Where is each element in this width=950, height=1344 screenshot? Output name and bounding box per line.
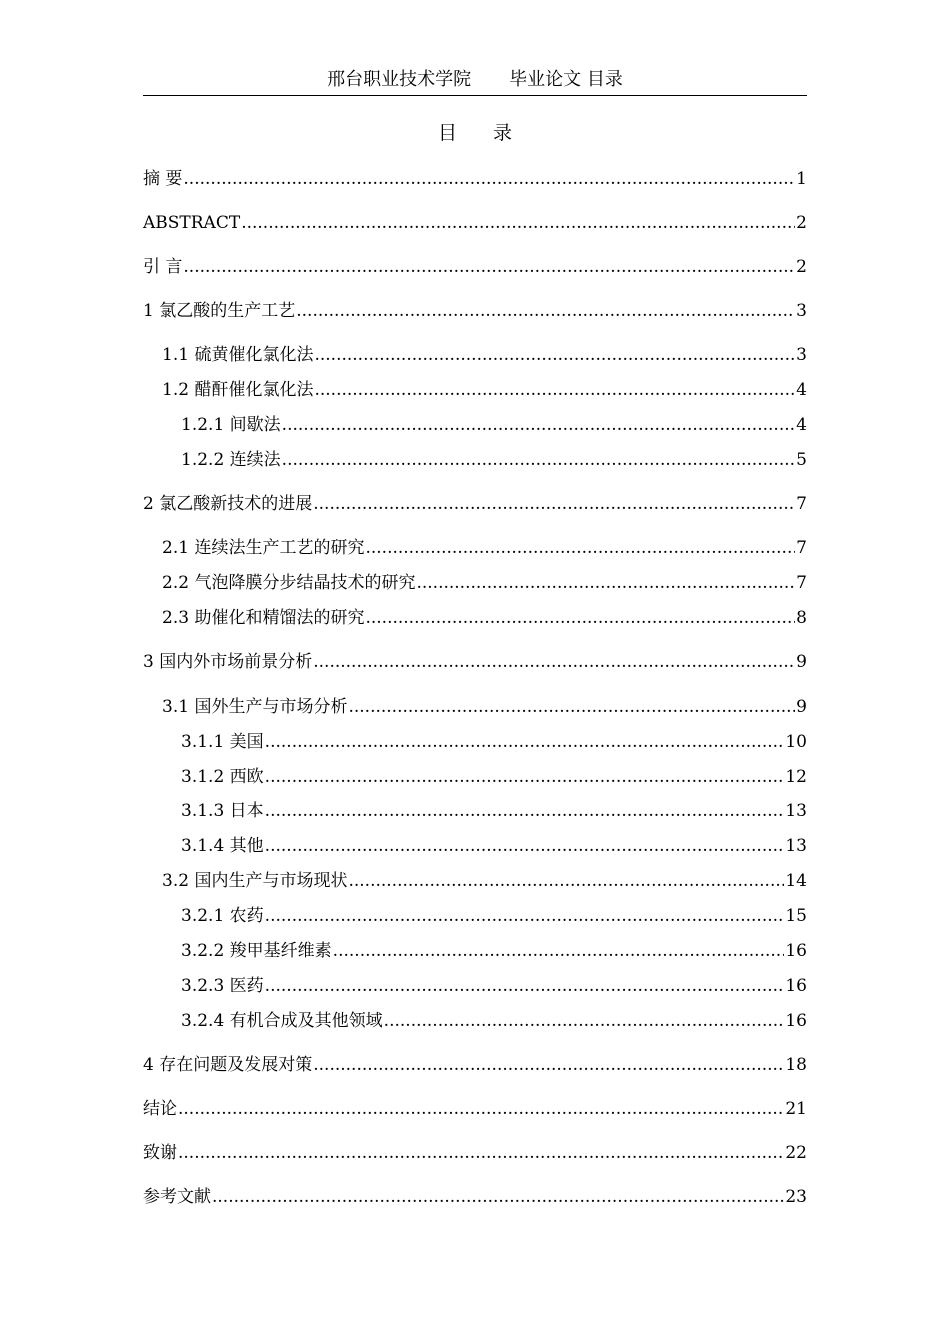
toc-entry-label: 致谢	[143, 1143, 177, 1163]
toc-leader-dots	[183, 166, 795, 192]
toc-leader-dots	[416, 570, 795, 596]
toc-entry-label: 3 国内外市场前景分析	[143, 652, 313, 672]
toc-entry-label: 2.3 助催化和精馏法的研究	[162, 608, 365, 628]
toc-entry-label: 结论	[143, 1099, 177, 1119]
toc-entry[interactable]	[162, 377, 807, 403]
toc-entry-page: 22	[785, 1143, 807, 1163]
toc-entry[interactable]	[181, 833, 807, 859]
toc-leader-dots	[265, 833, 785, 859]
toc-entry-label: ABSTRACT	[143, 213, 241, 233]
toc-entry[interactable]	[162, 605, 807, 631]
toc-entry-page: 8	[796, 608, 807, 628]
toc-leader-dots	[348, 868, 784, 894]
toc-entry-label: 3.2 国内生产与市场现状	[162, 871, 348, 891]
toc-entry[interactable]	[181, 412, 807, 438]
toc-entry-page: 16	[785, 941, 807, 961]
toc-entry-page: 16	[785, 1011, 807, 1031]
toc-leader-dots	[365, 605, 795, 631]
toc-entry-page: 3	[796, 301, 807, 321]
toc-entry-page: 16	[785, 976, 807, 996]
toc-entry[interactable]	[162, 535, 807, 561]
toc-entry[interactable]	[143, 649, 807, 675]
toc-entry[interactable]	[162, 694, 807, 720]
toc-leader-dots	[178, 1096, 784, 1122]
toc-entry[interactable]	[162, 570, 807, 596]
toc-entry-page: 5	[796, 450, 807, 470]
toc-entry-page: 2	[796, 213, 807, 233]
toc-entry[interactable]	[143, 1052, 807, 1078]
toc-entry[interactable]	[181, 798, 807, 824]
toc-entry-label: 3.1.1 美国	[181, 732, 264, 752]
toc-entry-page: 15	[785, 906, 807, 926]
toc-title-char-1: 目	[437, 122, 457, 144]
toc-entry[interactable]	[143, 166, 807, 192]
toc-leader-dots	[265, 729, 785, 755]
toc-entry-label: 1.2.1 间歇法	[181, 415, 281, 435]
toc-entry-label: 3.2.2 羧甲基纤维素	[181, 941, 332, 961]
toc-entry-page: 13	[785, 836, 807, 856]
toc-entry[interactable]	[181, 764, 807, 790]
toc-entry[interactable]	[181, 1008, 807, 1034]
toc-entry-label: 2 氯乙酸新技术的进展	[143, 494, 313, 514]
toc-entry[interactable]	[143, 491, 807, 517]
toc-entry-page: 7	[796, 538, 807, 558]
toc-entry-page: 10	[785, 732, 807, 752]
toc-entry-page: 4	[796, 380, 807, 400]
school-name: 邢台职业技术学院	[327, 69, 472, 90]
toc-entry-page: 2	[796, 257, 807, 277]
toc-entry[interactable]	[181, 729, 807, 755]
page-header	[143, 64, 807, 96]
toc-entry-label: 3.2.4 有机合成及其他领域	[181, 1011, 383, 1031]
toc-title-char-2: 录	[493, 122, 513, 144]
toc-entry-page: 7	[796, 573, 807, 593]
toc-leader-dots	[348, 694, 795, 720]
toc-leader-dots	[365, 535, 795, 561]
toc-entry-page: 23	[785, 1187, 807, 1207]
toc-leader-dots	[265, 973, 785, 999]
toc-entry-page: 18	[785, 1055, 807, 1075]
toc-entry-page: 3	[796, 345, 807, 365]
toc-entry[interactable]	[181, 903, 807, 929]
toc-entry-page: 7	[796, 494, 807, 514]
toc-entry[interactable]	[162, 342, 807, 368]
toc-title	[143, 118, 807, 148]
toc-entry-page: 9	[796, 697, 807, 717]
toc-entry-page: 21	[785, 1099, 807, 1119]
toc-leader-dots	[333, 938, 785, 964]
toc-entry[interactable]	[181, 447, 807, 473]
toc-entry-label: 1.2.2 连续法	[181, 450, 281, 470]
toc-entry-label: 1.2 醋酐催化氯化法	[162, 380, 314, 400]
toc-entry[interactable]	[143, 298, 807, 324]
toc-leader-dots	[265, 903, 785, 929]
toc-entry-page: 13	[785, 801, 807, 821]
toc-entry[interactable]	[143, 1140, 807, 1166]
toc-leader-dots	[313, 491, 795, 517]
toc-entry-label: 1 氯乙酸的生产工艺	[143, 301, 296, 321]
toc-leader-dots	[265, 764, 785, 790]
toc-entry-label: 2.2 气泡降膜分步结晶技术的研究	[162, 573, 416, 593]
toc-leader-dots	[313, 1052, 784, 1078]
toc-leader-dots	[296, 298, 795, 324]
toc-entry[interactable]	[143, 210, 807, 236]
header-section: 毕业论文 目录	[509, 69, 623, 90]
toc-leader-dots	[183, 254, 795, 280]
toc-leader-dots	[313, 649, 795, 675]
toc-entry-label: 4 存在问题及发展对策	[143, 1055, 313, 1075]
toc-entry[interactable]	[181, 938, 807, 964]
toc-entry-label: 参考文献	[143, 1187, 211, 1207]
toc-leader-dots	[241, 210, 795, 236]
toc-leader-dots	[282, 447, 796, 473]
toc-entry-label: 引 言	[143, 257, 183, 277]
toc-entry-label: 摘 要	[143, 169, 183, 189]
toc-leader-dots	[265, 798, 785, 824]
toc-entry-label: 3.1.2 西欧	[181, 767, 264, 787]
toc-entry-label: 3.1.4 其他	[181, 836, 264, 856]
toc-entry-page: 12	[785, 767, 807, 787]
toc-entry[interactable]	[143, 1184, 807, 1210]
toc-entry[interactable]	[181, 973, 807, 999]
toc-entry-page: 14	[785, 871, 807, 891]
toc-leader-dots	[384, 1008, 785, 1034]
toc-entry[interactable]	[143, 254, 807, 280]
toc-entry-page: 1	[796, 169, 807, 189]
toc-leader-dots	[282, 412, 796, 438]
toc-entry-page: 9	[796, 652, 807, 672]
toc-entry-label: 3.2.3 医药	[181, 976, 264, 996]
toc-leader-dots	[178, 1140, 784, 1166]
toc-entry-label: 3.1.3 日本	[181, 801, 264, 821]
toc-entry-label: 3.1 国外生产与市场分析	[162, 697, 348, 717]
toc-entry[interactable]	[162, 868, 807, 894]
toc-entry-label: 1.1 硫黄催化氯化法	[162, 345, 314, 365]
toc-leader-dots	[212, 1184, 784, 1210]
toc-entry-page: 4	[796, 415, 807, 435]
toc-entry-label: 3.2.1 农药	[181, 906, 264, 926]
toc-entry[interactable]	[143, 1096, 807, 1122]
toc-entry-label: 2.1 连续法生产工艺的研究	[162, 538, 365, 558]
toc-leader-dots	[314, 342, 795, 368]
toc-leader-dots	[314, 377, 795, 403]
